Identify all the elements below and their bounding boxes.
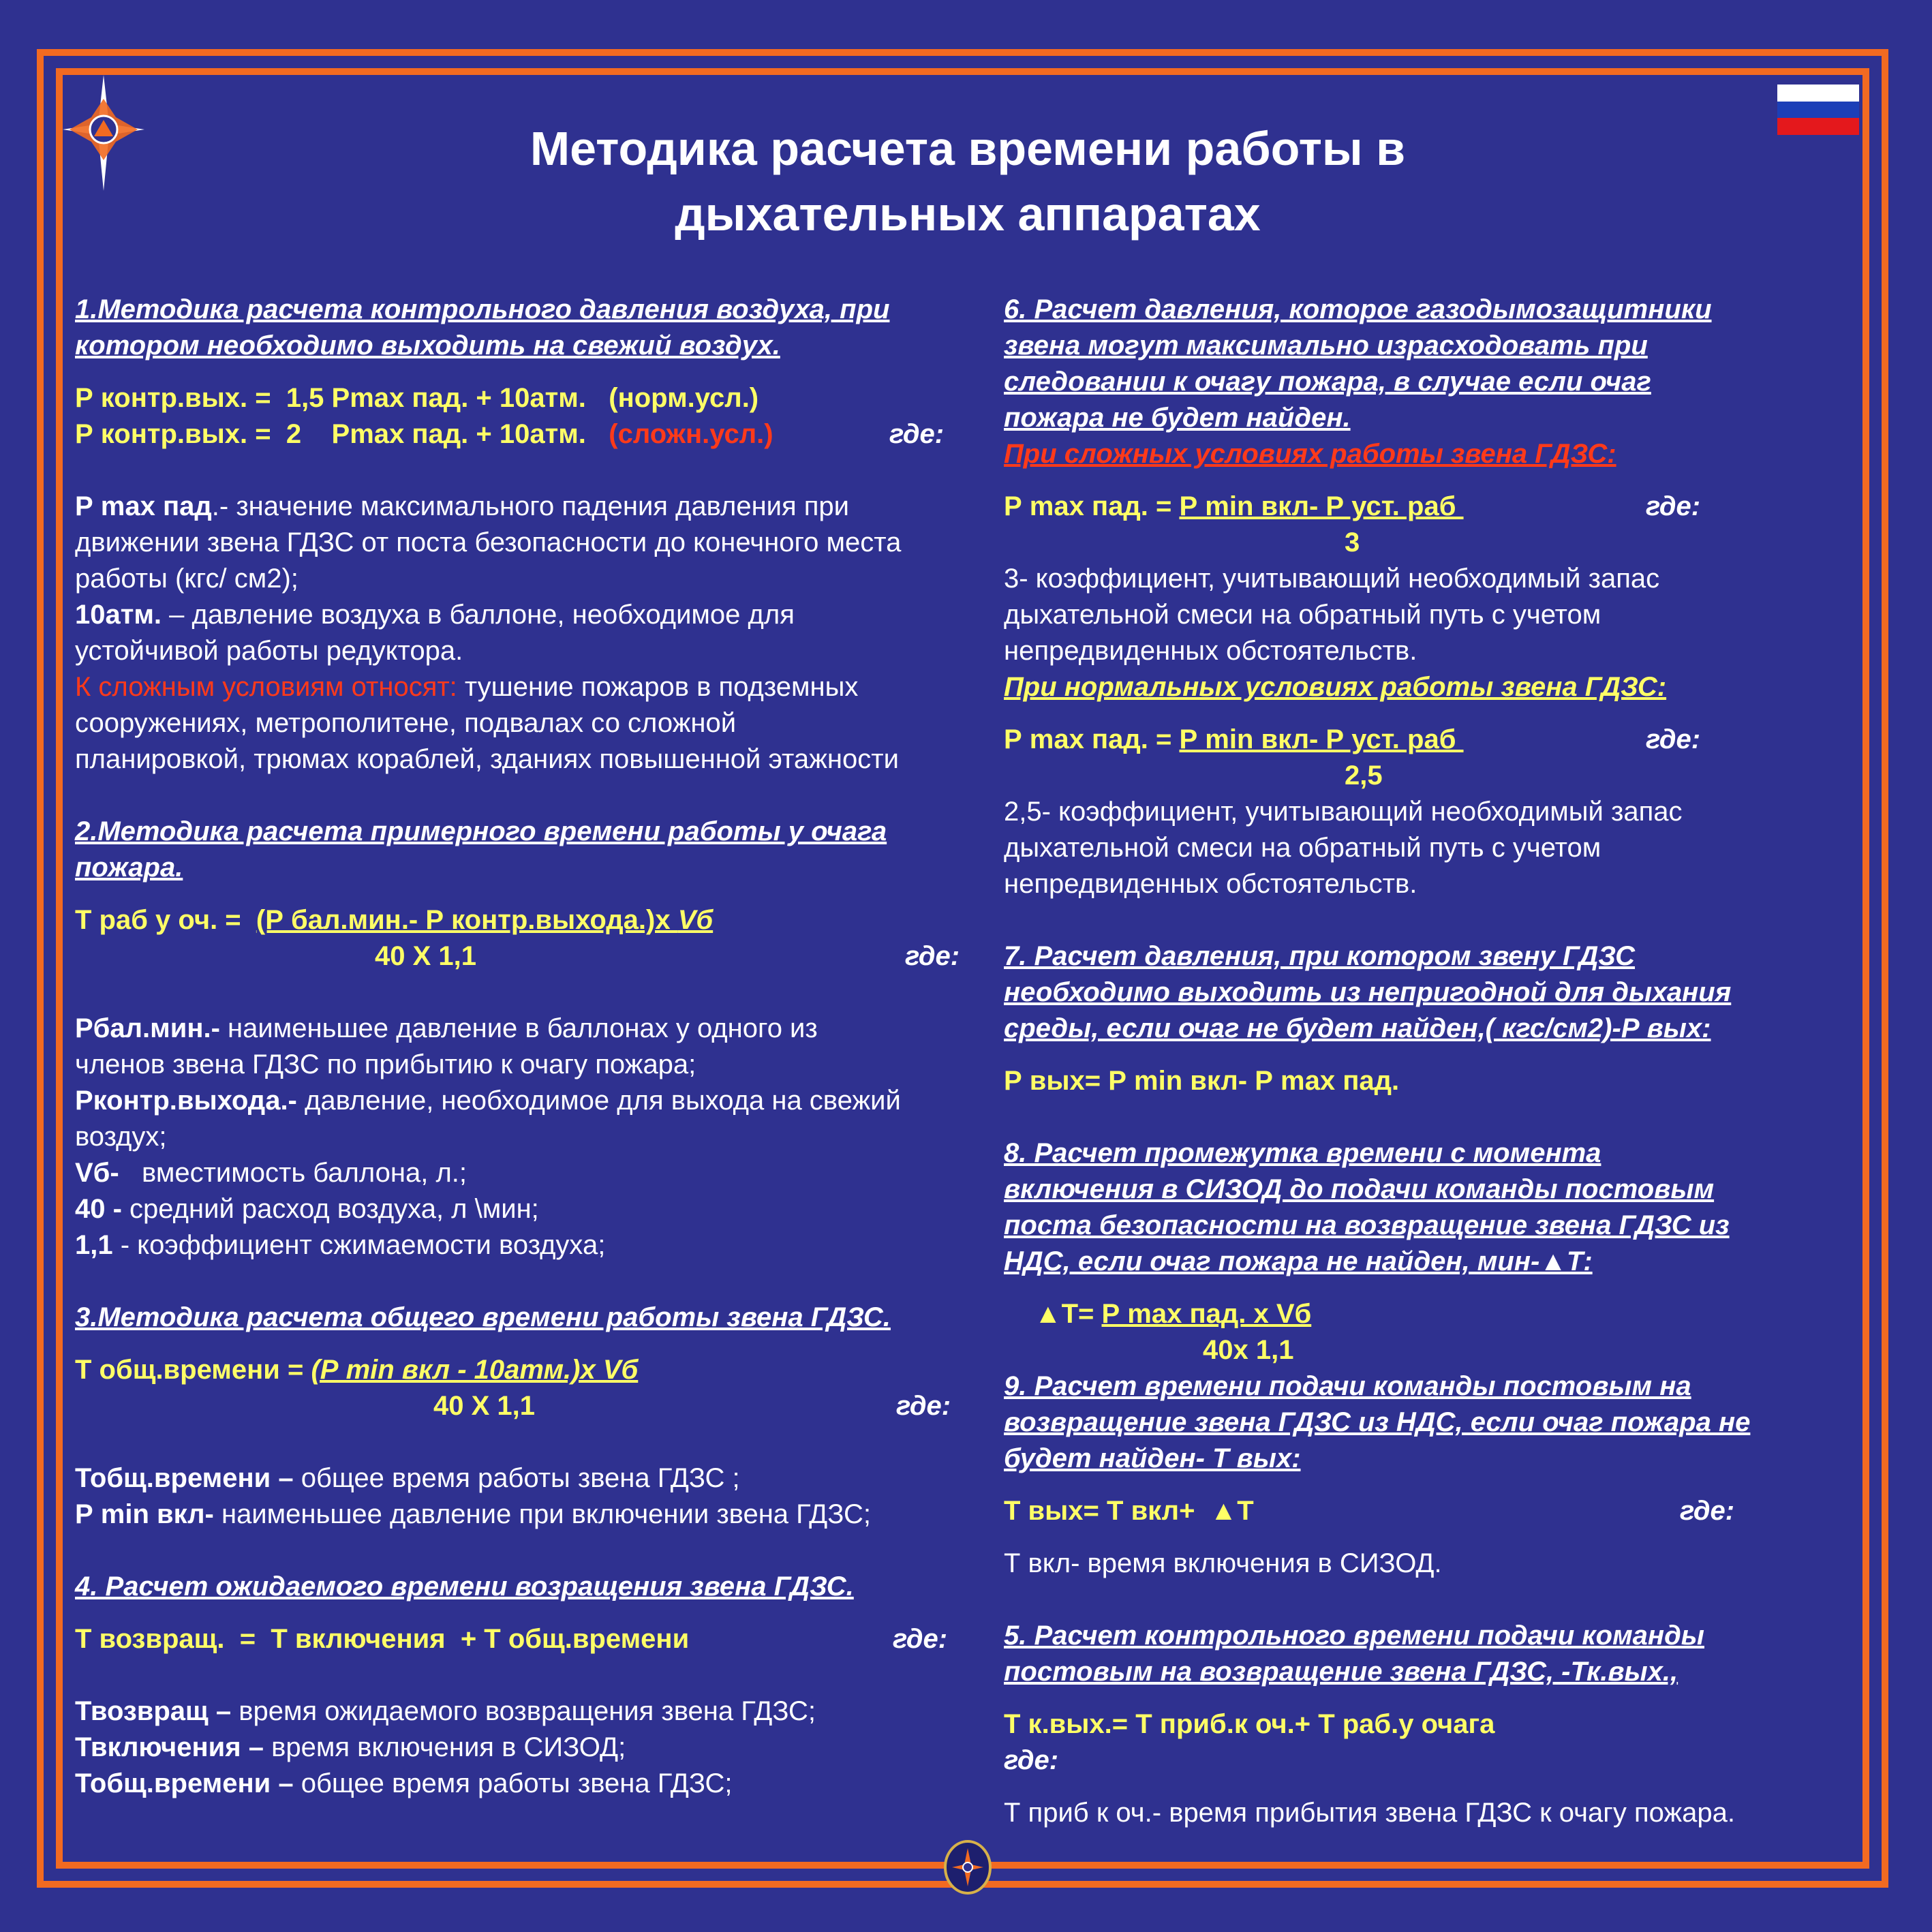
russia-flag-icon bbox=[1777, 85, 1859, 135]
s6-text-1: 3- коэффициент, учитывающий необходимый запас bbox=[1004, 564, 1660, 594]
s6-heading-4: пожара не будет найден. bbox=[1004, 403, 1351, 433]
s8-formula-den: 40х 1,1 bbox=[1203, 1335, 1294, 1365]
s9-formula-text: Т вых= Т вкл+ ▲Т bbox=[1004, 1496, 1254, 1526]
s3-formula-num: (Р min вкл - 10атм.)х Vб bbox=[311, 1355, 639, 1385]
s4-text-3-def: общее время работы звена ГДЗС; bbox=[293, 1768, 733, 1798]
s2-text-1 bbox=[75, 1011, 1002, 1047]
s1-text-5: устойчивой работы редуктора. bbox=[75, 636, 463, 666]
s1-text-6-red: К сложным условиям относят: bbox=[75, 672, 457, 702]
s4-formula bbox=[75, 1621, 1002, 1657]
s4-text-1 bbox=[75, 1693, 1002, 1730]
mchs-star-emblem-icon bbox=[63, 75, 144, 191]
s6-where-2: где: bbox=[1646, 724, 1701, 754]
s6-text-6: непредвиденных обстоятельств. bbox=[1004, 869, 1417, 899]
s1-text-6-rest: тушение пожаров в подземных bbox=[457, 672, 859, 702]
s2-where: где: bbox=[905, 941, 960, 971]
s2-formula-num-main: (Р бал.мин.- Р контр.выхода.)х bbox=[256, 905, 678, 935]
s7-heading-1: 7. Расчет давления, при котором звену ГДЗС bbox=[1004, 941, 1636, 971]
mchs-seal-icon bbox=[944, 1840, 992, 1895]
s5-heading-2: постовым на возвращение звена ГДЗС, -Тк.вых., bbox=[1004, 1657, 1678, 1687]
s2-text-3-def: давление, необходимое для выхода на свежий bbox=[296, 1086, 901, 1116]
s2-heading-1: 2.Методика расчета примерного времени работы у очага bbox=[75, 816, 887, 846]
s3-text-2 bbox=[75, 1497, 1002, 1533]
s9-heading-1: 9. Расчет времени подачи команды постовым на bbox=[1004, 1371, 1691, 1401]
s4-text-3-term: Тобщ.времени – bbox=[75, 1768, 294, 1798]
s4-text-2 bbox=[75, 1730, 1002, 1766]
s6-formula-1-lhs: Р max пад. = bbox=[1004, 491, 1180, 521]
s6-text-2: дыхательной смеси на обратный путь с учетом bbox=[1004, 600, 1601, 630]
s4-text-2-def: время включения в СИЗОД; bbox=[263, 1732, 626, 1762]
s1-text-1 bbox=[75, 489, 1002, 525]
s6-text-5: дыхательной смеси на обратный путь с учетом bbox=[1004, 833, 1601, 863]
page-title bbox=[354, 116, 1581, 247]
s1-where: где: bbox=[889, 419, 945, 449]
s7-formula: Р вых= Р min вкл- Р max пад. bbox=[1004, 1066, 1400, 1096]
s4-text-1-term: Твозвращ – bbox=[75, 1696, 232, 1726]
title-line-1: Методика расчета времени работы в bbox=[530, 122, 1406, 175]
s6-text-3: непредвиденных обстоятельств. bbox=[1004, 636, 1417, 666]
s3-formula-denominator bbox=[75, 1388, 1002, 1424]
s1-text-4-def: – давление воздуха в баллоне, необходимое для bbox=[162, 600, 795, 630]
s1-text-2: движении звена ГДЗС от поста безопасности до конечного места bbox=[75, 527, 902, 557]
s3-heading: 3.Методика расчета общего времени работы звена ГДЗС. bbox=[75, 1302, 891, 1332]
s6-formula-2-num: Р min вкл- Р уст. раб bbox=[1179, 724, 1464, 754]
s5-formula: Т к.вых.= Т приб.к оч.+ Т раб.у очага bbox=[1004, 1709, 1495, 1739]
s8-heading-2: включения в СИЗОД до подачи команды постовым bbox=[1004, 1174, 1715, 1204]
s3-text-1 bbox=[75, 1460, 1002, 1497]
s8-heading-4: НДС, если очаг пожара не найден, мин-▲Т: bbox=[1004, 1246, 1593, 1276]
s2-formula-lhs: Т раб у оч. = bbox=[75, 905, 256, 935]
s8-formula-num: Р max пад. х Vб bbox=[1101, 1299, 1312, 1329]
s6-formula-2 bbox=[1004, 722, 1876, 758]
s8-formula bbox=[1004, 1296, 1876, 1332]
s3-text-1-def: общее время работы звена ГДЗС ; bbox=[293, 1463, 740, 1493]
s3-where: где: bbox=[896, 1391, 951, 1421]
s2-text-7 bbox=[75, 1227, 1002, 1263]
s1-text-1-term: Р max пад bbox=[75, 491, 212, 521]
s6-where-1: где: bbox=[1646, 491, 1701, 521]
s6-formula-1-num: Р min вкл- Р уст. раб bbox=[1179, 491, 1464, 521]
s6-heading-normal: При нормальных условиях работы звена ГДЗС: bbox=[1004, 672, 1667, 702]
s2-text-3 bbox=[75, 1083, 1002, 1119]
s9-heading-3: будет найден- Т вых: bbox=[1004, 1443, 1301, 1473]
s6-den-2: 2,5 bbox=[1345, 761, 1383, 791]
s4-where: где: bbox=[893, 1624, 948, 1654]
s7-heading-2: необходимо выходить из непригодной для дыхания bbox=[1004, 977, 1732, 1007]
s7-heading-3: среды, если очаг не будет найден,( кгс/см2)-Р вых: bbox=[1004, 1013, 1711, 1043]
s1-text-1-def: .- значение максимального падения давления при bbox=[211, 491, 850, 521]
s9-text-1: Т вкл- время включения в СИЗОД. bbox=[1004, 1548, 1442, 1578]
s5-where: где: bbox=[1004, 1745, 1059, 1775]
s3-text-2-def: наименьшее давление при включении звена ГДЗС; bbox=[213, 1499, 871, 1529]
s2-text-4: воздух; bbox=[75, 1122, 167, 1152]
s1-text-4-term: 10атм. bbox=[75, 600, 162, 630]
s1-formula-2-main: Р контр.вых. = 2 Рmax пад. + 10атм. bbox=[75, 419, 609, 449]
s2-formula-num bbox=[256, 905, 713, 935]
s1-formula-2-cond: (сложн.усл.) bbox=[609, 419, 773, 449]
s1-text-3: работы (кгс/ см2); bbox=[75, 564, 298, 594]
s5-text-1: Т приб к оч.- время прибытия звена ГДЗС к очагу пожара. bbox=[1004, 1798, 1736, 1828]
s6-formula-2-lhs: Р max пад. = bbox=[1004, 724, 1180, 754]
s4-text-1-def: время ожидаемого возвращения звена ГДЗС; bbox=[231, 1696, 816, 1726]
s2-text-2: членов звена ГДЗС по прибытию к очагу пожара; bbox=[75, 1049, 696, 1079]
s3-formula bbox=[75, 1352, 1002, 1388]
s2-text-3-term: Рконтр.выхода.- bbox=[75, 1086, 297, 1116]
s6-den-1: 3 bbox=[1345, 527, 1360, 557]
s2-text-7-def: - коэффициент сжимаемости воздуха; bbox=[112, 1230, 606, 1260]
s5-heading-1: 5. Расчет контрольного времени подачи команды bbox=[1004, 1621, 1704, 1651]
s3-text-2-term: Р min вкл- bbox=[75, 1499, 214, 1529]
s2-text-7-term: 1,1 bbox=[75, 1230, 113, 1260]
s1-heading-1: 1.Методика расчета контрольного давления воздуха, при bbox=[75, 294, 890, 324]
s6-formula-1 bbox=[1004, 489, 1876, 525]
s8-heading-3: поста безопасности на возвращение звена ГДЗС из bbox=[1004, 1210, 1730, 1240]
s6-formula-2-den bbox=[1004, 758, 1876, 794]
s1-formula-2 bbox=[75, 416, 1002, 453]
s3-text-1-term: Тобщ.времени – bbox=[75, 1463, 294, 1493]
s2-text-6-term: 40 - bbox=[75, 1194, 122, 1224]
s2-text-5 bbox=[75, 1155, 1002, 1191]
s9-where: где: bbox=[1680, 1496, 1735, 1526]
s4-text-2-term: Твключения – bbox=[75, 1732, 264, 1762]
s2-text-5-term: Vб- bbox=[75, 1158, 119, 1188]
s2-formula-denominator bbox=[75, 938, 1002, 975]
s1-text-7: сооружениях, метрополитене, подвалах со сложной bbox=[75, 708, 737, 738]
s2-text-1-def: наименьшее давление в баллонах у одного из bbox=[219, 1013, 818, 1043]
s9-formula bbox=[1004, 1493, 1876, 1529]
s6-heading-2: звена могут максимально израсходовать при bbox=[1004, 331, 1648, 361]
s6-heading-1: 6. Расчет давления, которое газодымозащитники bbox=[1004, 294, 1712, 324]
s3-den-text: 40 Х 1,1 bbox=[433, 1391, 536, 1421]
s2-formula-num-vb: Vб bbox=[677, 905, 714, 935]
s4-heading: 4. Расчет ожидаемого времени возращения звена ГДЗС. bbox=[75, 1571, 854, 1601]
s6-heading-3: следовании к очагу пожара, в случае если очаг bbox=[1004, 367, 1651, 397]
s6-formula-1-den bbox=[1004, 525, 1876, 561]
s4-text-3 bbox=[75, 1766, 1002, 1802]
s9-heading-2: возвращение звена ГДЗС из НДС, если очаг пожара не bbox=[1004, 1407, 1751, 1437]
s2-text-6 bbox=[75, 1191, 1002, 1227]
left-column bbox=[75, 292, 1002, 1802]
s6-text-4: 2,5- коэффициент, учитывающий необходимый запас bbox=[1004, 797, 1683, 827]
s1-text-6 bbox=[75, 669, 1002, 705]
s2-text-6-def: средний расход воздуха, л \мин; bbox=[121, 1194, 539, 1224]
s2-text-5-def: вместимость баллона, л.; bbox=[119, 1158, 467, 1188]
s2-heading-2: пожара. bbox=[75, 853, 183, 883]
s6-heading-complex: При сложных условиях работы звена ГДЗС: bbox=[1004, 439, 1616, 469]
s2-formula bbox=[75, 902, 1002, 938]
s8-heading-1: 8. Расчет промежутка времени с момента bbox=[1004, 1138, 1601, 1168]
s1-heading-2: котором необходимо выходить на свежий воздух. bbox=[75, 331, 780, 361]
s4-formula-text: Т возвращ. = Т включения + Т общ.времени bbox=[75, 1624, 690, 1654]
s2-den-text: 40 Х 1,1 bbox=[375, 941, 477, 971]
s3-formula-lhs: Т общ.времени = bbox=[75, 1355, 311, 1385]
right-column bbox=[1004, 292, 1876, 1831]
title-line-2: дыхательных аппаратах bbox=[675, 187, 1261, 241]
s1-text-4 bbox=[75, 597, 1002, 633]
s2-text-1-term: Рбал.мин.- bbox=[75, 1013, 220, 1043]
s1-text-8: планировкой, трюмах кораблей, зданиях повышенной этажности bbox=[75, 744, 899, 774]
s1-formula-1: Р контр.вых. = 1,5 Рmax пад. + 10атм. (норм.усл.) bbox=[75, 383, 759, 413]
s8-formula-lhs: ▲Т= bbox=[1034, 1299, 1102, 1329]
